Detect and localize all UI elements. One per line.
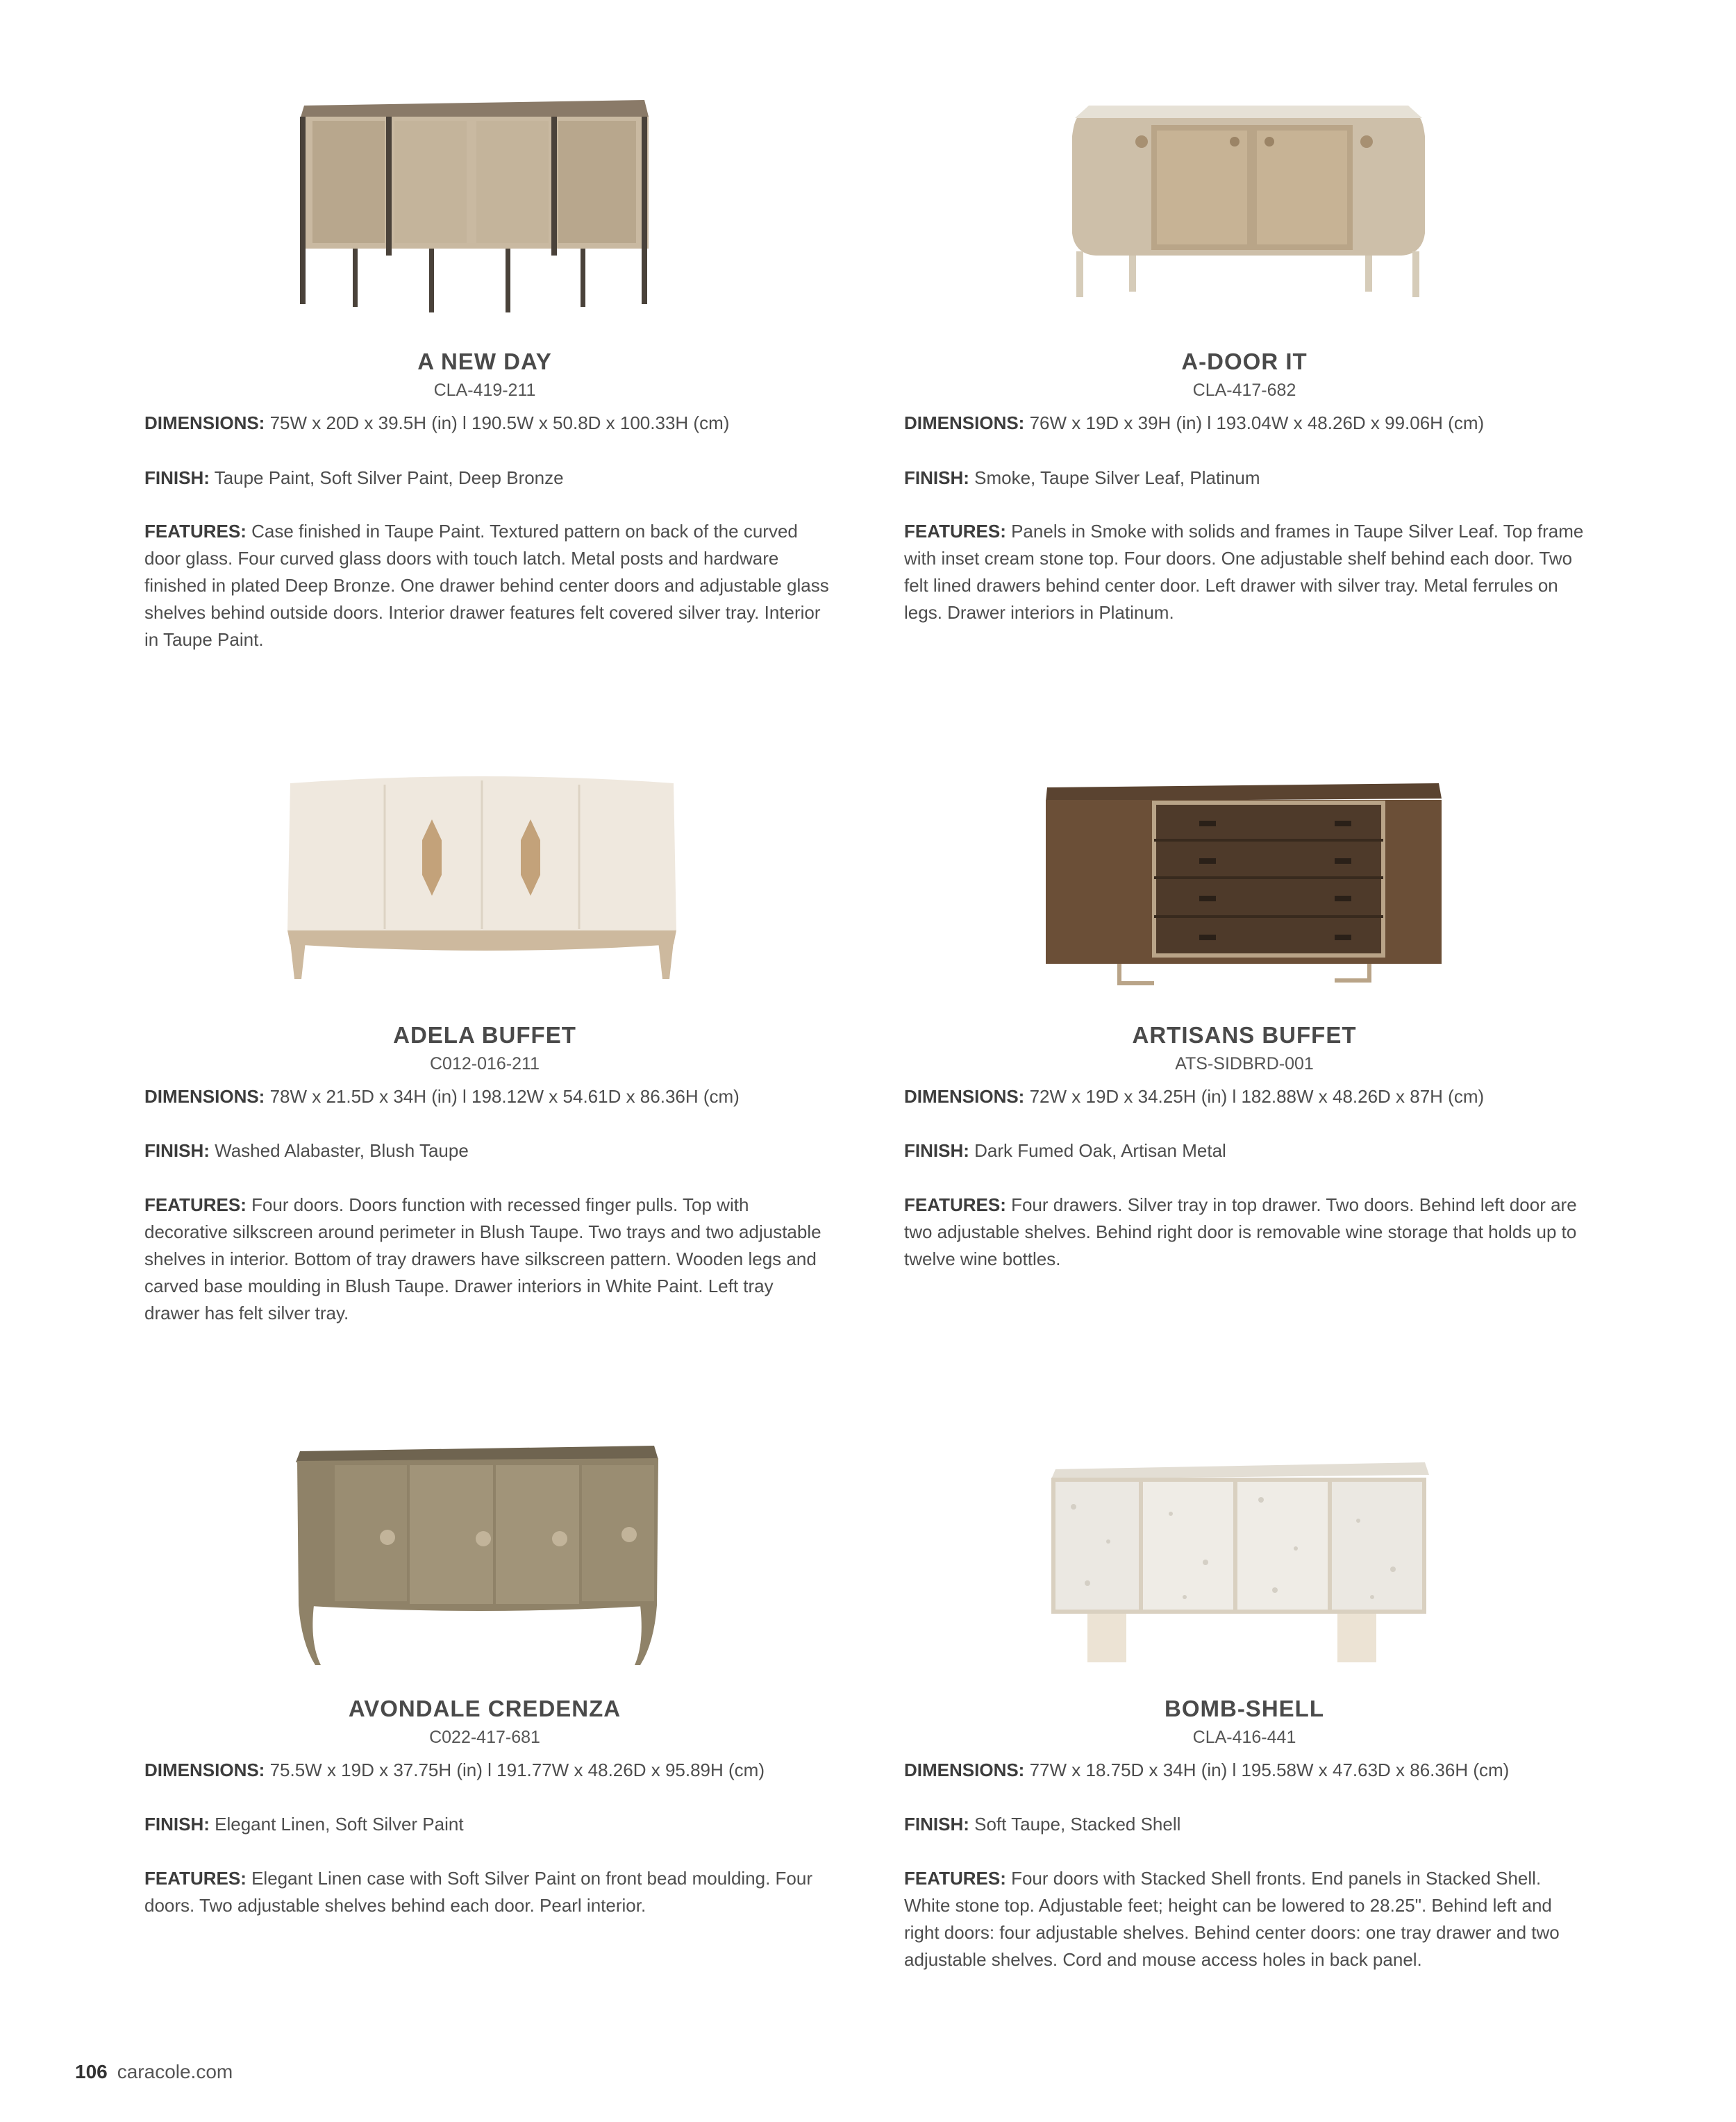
dimensions-value: 78W x 21.5D x 34H (in) l 198.12W x 54.61D x 86.36H (cm) — [269, 1086, 740, 1107]
product-image-a-door-it — [1068, 94, 1429, 303]
product-sku: CLA-419-211 — [433, 381, 536, 400]
features-paragraph — [144, 1192, 832, 1327]
dimensions-line — [904, 1757, 1592, 1784]
finish-label: FINISH: — [904, 1140, 969, 1161]
features-value: Elegant Linen case with Soft Silver Paint on front bead moulding. Four doors. Two adjustable shelves behind each door. Pearl interior. — [144, 1868, 813, 1916]
product-image-a-new-day — [297, 96, 651, 332]
dimensions-label: DIMENSIONS: — [144, 412, 265, 433]
dimensions-value: 75.5W x 19D x 37.75H (in) l 191.77W x 48.26D x 95.89H (cm) — [269, 1760, 765, 1780]
finish-value: Elegant Linen, Soft Silver Paint — [215, 1814, 464, 1835]
features-paragraph — [144, 1865, 832, 1919]
features-value: Four doors. Doors function with recessed finger pulls. Top with decorative silkscreen around perimeter in Blush Taupe. Two trays and two adjustable shelves in interior. Bottom of tray drawers have silkscreen pattern. Wooden legs and carved base moulding in Blush Taupe. Drawer interiors in White Paint. Left tray drawer has felt silver tray. — [144, 1194, 821, 1323]
finish-line — [904, 1137, 1592, 1164]
dimensions-value: 77W x 18.75D x 34H (in) l 195.58W x 47.63D x 86.36H (cm) — [1029, 1760, 1510, 1780]
product-title: BOMB-SHELL — [1165, 1696, 1324, 1721]
dimensions-label: DIMENSIONS: — [904, 1760, 1025, 1780]
dimensions-line — [144, 1083, 832, 1110]
dimensions-line — [904, 410, 1592, 437]
product-sku: CLA-417-682 — [1192, 381, 1296, 400]
dimensions-value: 72W x 19D x 34.25H (in) l 182.88W x 48.26D x 87H (cm) — [1029, 1086, 1485, 1107]
product-sku: C022-417-681 — [429, 1728, 540, 1747]
features-paragraph — [904, 518, 1592, 626]
finish-line — [904, 1811, 1592, 1838]
product-title: A NEW DAY — [417, 349, 552, 374]
dimensions-label: DIMENSIONS: — [904, 412, 1025, 433]
product-sku: C012-016-211 — [430, 1054, 540, 1073]
finish-label: FINISH: — [904, 1814, 969, 1835]
product-title: ARTISANS BUFFET — [1132, 1022, 1357, 1048]
finish-line — [904, 465, 1592, 492]
page-footer — [75, 2061, 233, 2083]
features-label: FEATURES: — [904, 521, 1006, 542]
features-value: Four drawers. Silver tray in top drawer. Two doors. Behind left door are two adjustable shelves. Behind right door is removable wine storage that holds up to twelve wine bottles. — [904, 1194, 1577, 1269]
dimensions-value: 76W x 19D x 39H (in) l 193.04W x 48.26D x 99.06H (cm) — [1029, 412, 1485, 433]
website-link[interactable]: caracole.com — [117, 2061, 233, 2082]
product-title: AVONDALE CREDENZA — [348, 1696, 621, 1721]
features-label: FEATURES: — [144, 521, 247, 542]
features-label: FEATURES: — [904, 1868, 1006, 1889]
product-title: A-DOOR IT — [1181, 349, 1308, 374]
finish-label: FINISH: — [144, 467, 210, 488]
dimensions-label: DIMENSIONS: — [144, 1760, 265, 1780]
features-paragraph — [144, 518, 832, 653]
product-image-adela-buffet — [281, 771, 683, 986]
dimensions-value: 75W x 20D x 39.5H (in) l 190.5W x 50.8D x 100.33H (cm) — [269, 412, 730, 433]
finish-value: Smoke, Taupe Silver Leaf, Platinum — [974, 467, 1260, 488]
dimensions-line — [904, 1083, 1592, 1110]
features-value: Case finished in Taupe Paint. Textured pattern on back of the curved door glass. Four curved glass doors with touch latch. Metal posts and hardware finished in plated Deep Bronze. One drawer behind center doors and adjustable glass shelves behind outside doors. Interior drawer features felt covered silver tray. Interior in Taupe Paint. — [144, 521, 829, 650]
dimensions-label: DIMENSIONS: — [144, 1086, 265, 1107]
product-sku: ATS-SIDBRD-001 — [1175, 1054, 1314, 1073]
product-image-bomb-shell — [1046, 1458, 1435, 1666]
dimensions-line — [144, 410, 832, 437]
features-value: Panels in Smoke with solids and frames in Taupe Silver Leaf. Top frame with inset cream stone top. Four doors. One adjustable shelf behind each door. Two felt lined drawers behind center door. Left drawer with silver tray. Metal ferrules on legs. Drawer interiors in Platinum. — [904, 521, 1584, 623]
dimensions-label: DIMENSIONS: — [904, 1086, 1025, 1107]
features-label: FEATURES: — [904, 1194, 1006, 1215]
finish-label: FINISH: — [904, 467, 969, 488]
finish-value: Taupe Paint, Soft Silver Paint, Deep Bronze — [214, 467, 564, 488]
features-paragraph — [904, 1865, 1592, 1973]
page-number: 106 — [75, 2061, 108, 2082]
finish-line — [144, 1137, 832, 1164]
finish-label: FINISH: — [144, 1140, 210, 1161]
product-sku: CLA-416-441 — [1192, 1728, 1296, 1747]
features-paragraph — [904, 1192, 1592, 1273]
product-image-avondale-credenza — [293, 1442, 668, 1671]
dimensions-line — [144, 1757, 832, 1784]
finish-line — [144, 1811, 832, 1838]
features-value: Four doors with Stacked Shell fronts. End panels in Stacked Shell. White stone top. Adjustable feet; height can be lowered to 28.25". Behind left and right doors: four adjustable shelves. Behind center doors: one tray drawer and two adjustable shelves. Cord and mouse access holes in back panel. — [904, 1868, 1560, 1970]
product-title: ADELA BUFFET — [393, 1022, 576, 1048]
finish-value: Dark Fumed Oak, Artisan Metal — [974, 1140, 1226, 1161]
finish-value: Soft Taupe, Stacked Shell — [974, 1814, 1181, 1835]
finish-value: Washed Alabaster, Blush Taupe — [215, 1140, 469, 1161]
features-label: FEATURES: — [144, 1868, 247, 1889]
product-image-artisans-buffet — [1043, 780, 1446, 989]
finish-label: FINISH: — [144, 1814, 210, 1835]
finish-line — [144, 465, 832, 492]
features-label: FEATURES: — [144, 1194, 247, 1215]
